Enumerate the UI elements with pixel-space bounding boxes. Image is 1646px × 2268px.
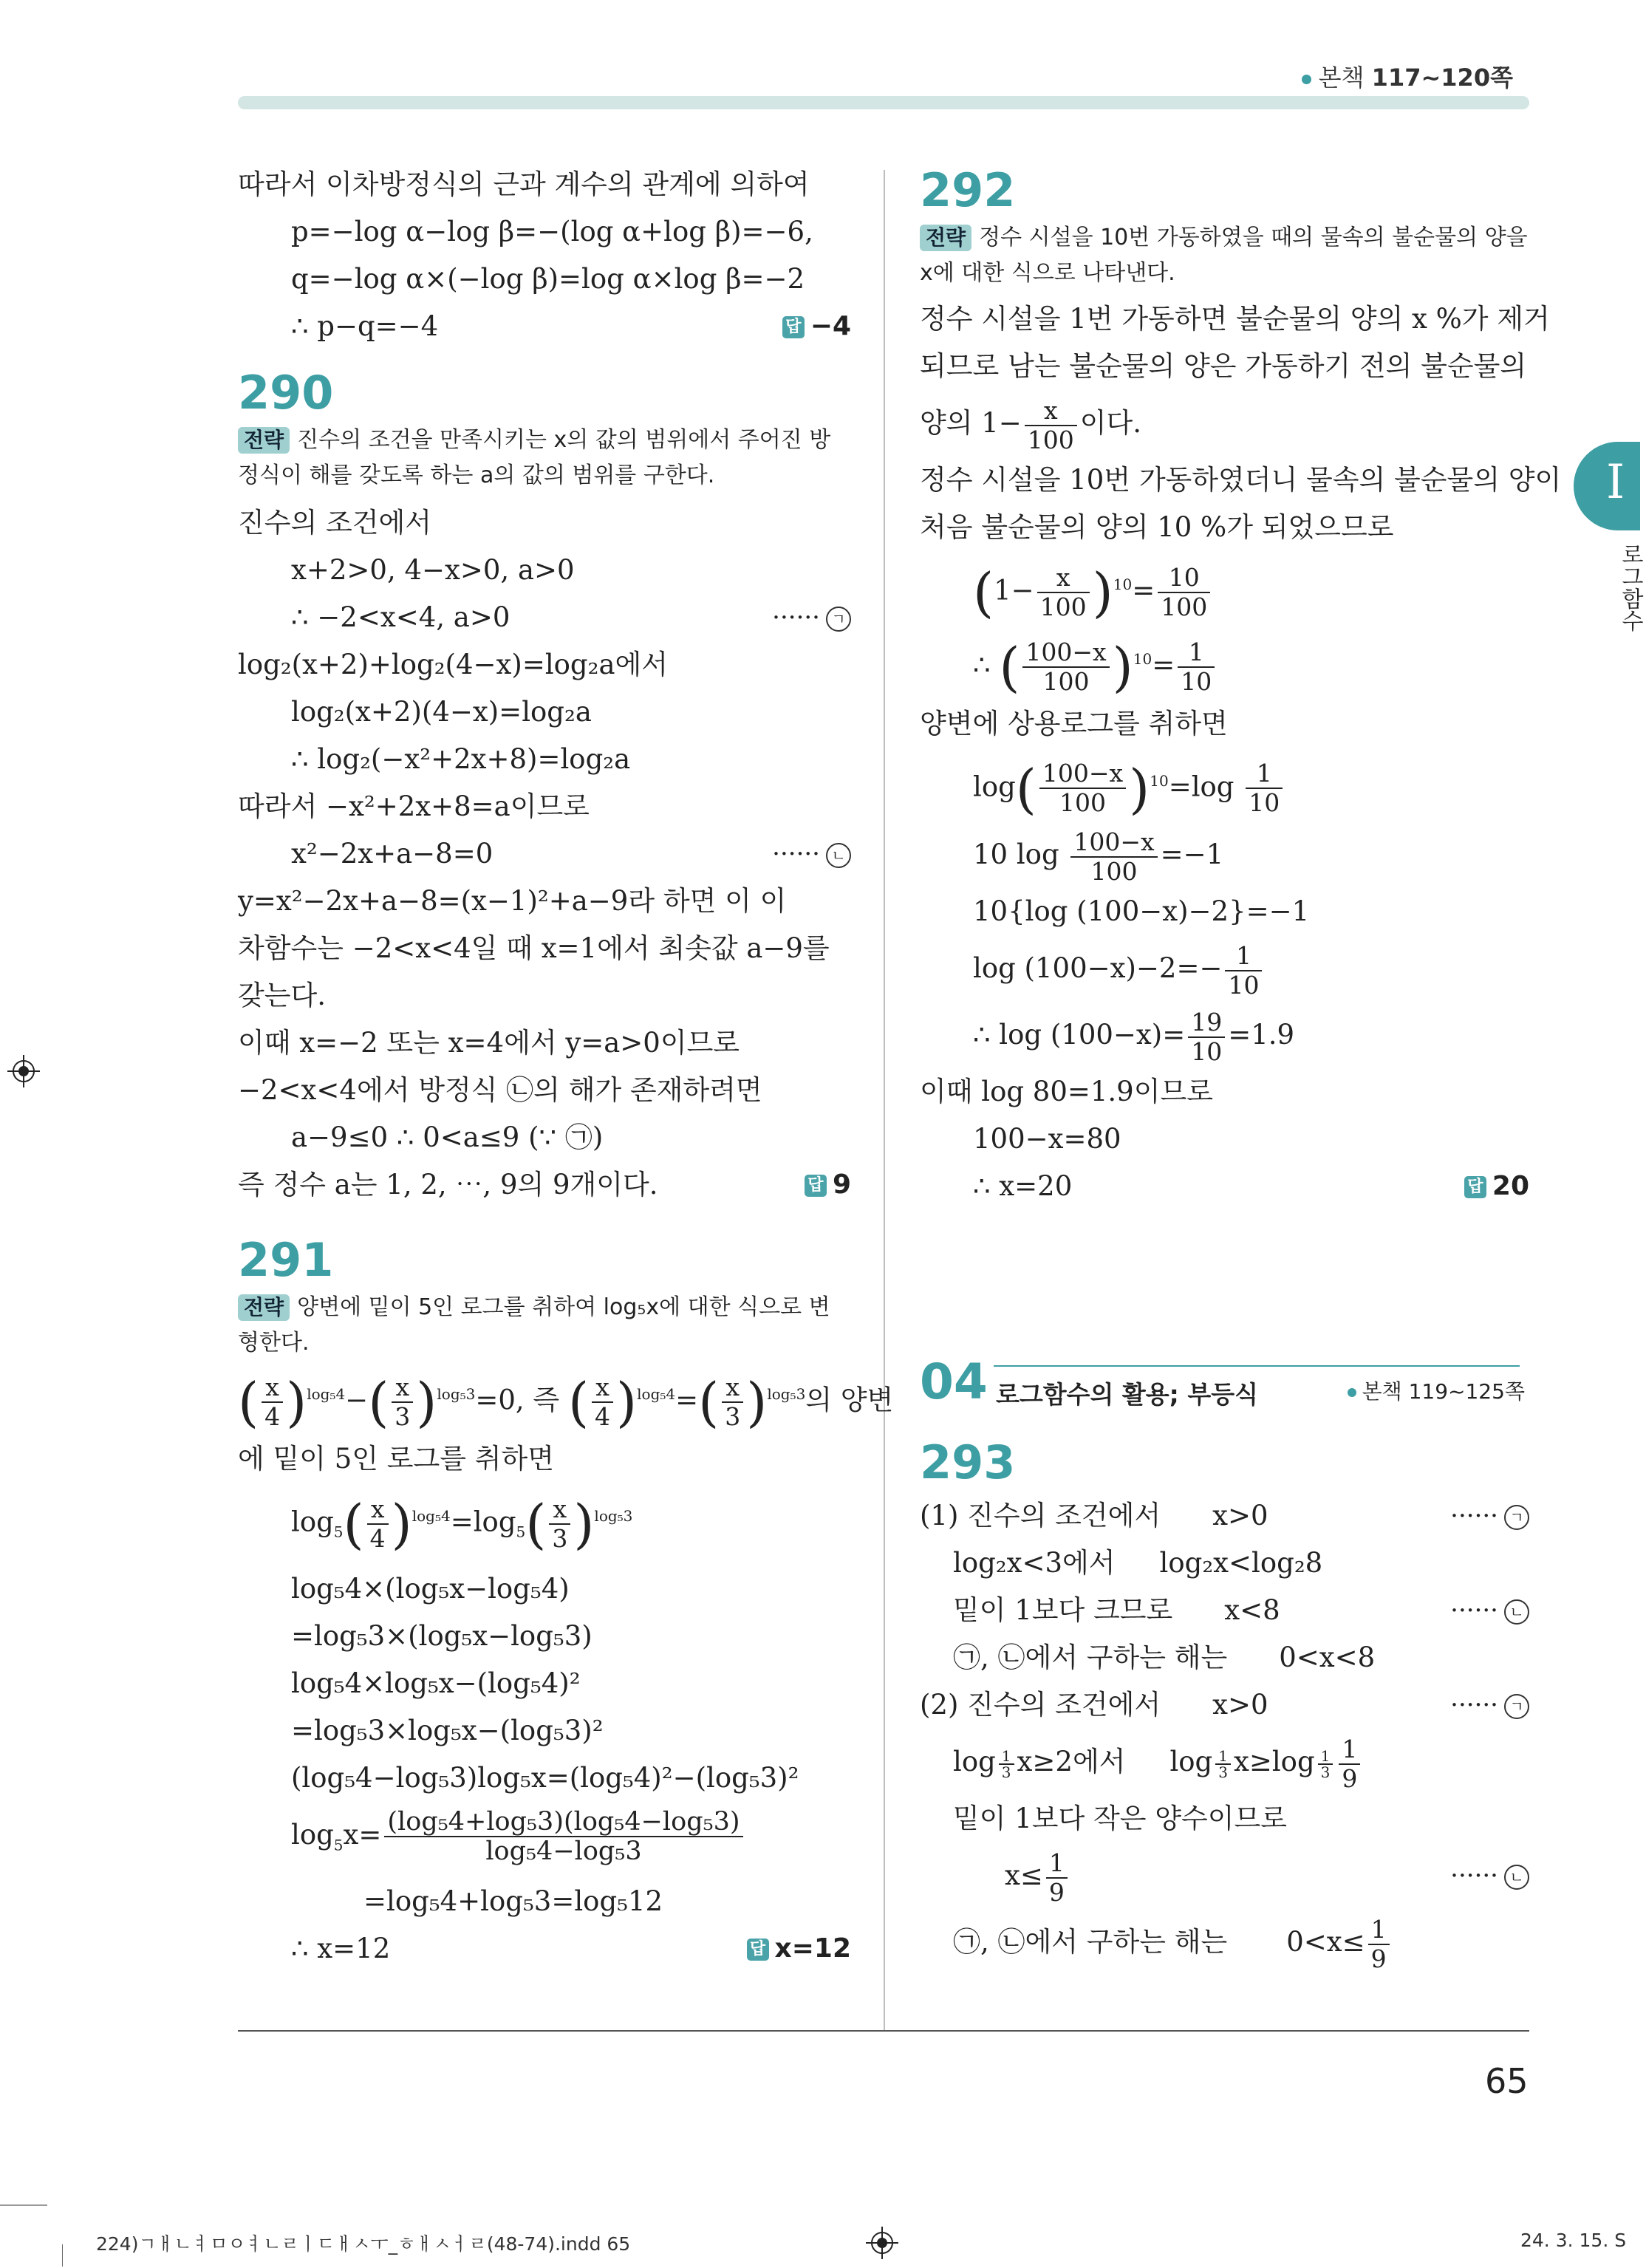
p292-conclusion: ∴ x=20 답 20 [920, 1163, 1529, 1210]
p292-line: 이때 log 80=1.9이므로 [920, 1076, 1213, 1108]
problem-293 [920, 1433, 1529, 1975]
answer: 답 −4 [782, 303, 851, 350]
problem-number: 290 [238, 366, 334, 420]
p291-line: log₅4×(log₅x−log₅4) [291, 1572, 570, 1605]
footer-date: 24. 3. 15. S [1520, 2230, 1627, 2251]
p291-equation: ( $\frac{x}{4}$ )$^{log_54}$−( $\frac{x}{3}$ )$^{log_53}$=0, 즉 ( $\frac{x}{4}$ )$^{log_54}$=( $\frac{x}{3}$ )$^{log_53}$의 양변 [238, 1370, 894, 1433]
p292-line: 되므로 남는 불순물의 양은 가동하기 전의 불순물의 [920, 350, 1527, 382]
p290-line: 진수의 조건에서 [238, 507, 431, 539]
circle-a-icon: ㄱ [1504, 1505, 1529, 1530]
p291-line: =log₅4+log₅3=log₅12 [363, 1885, 663, 1917]
left-column [238, 161, 894, 1972]
p290-line: log₂(x+2)+log₂(4−x)=log₂a에서 [238, 649, 668, 680]
page-number: 65 [1485, 2061, 1529, 2101]
p290-conclusion: 즉 정수 a는 1, 2, ⋯, 9의 9개이다. 답 9 [238, 1161, 851, 1209]
p293-equation: log $\frac{1}{3}$ x≥2에서 log $\frac{1}{3}$ x≥log $\frac{1}{3}$ $\frac{1}{9}$ [920, 1729, 1529, 1795]
p292-equation: 10 log $\frac{100-x}{100}$ =−1 [973, 827, 1224, 886]
p291-line: (log₅4−log₅3)log₅x=(log₅4)²−(log₅3)² [291, 1761, 799, 1794]
p293-line: (1) 진수의 조건에서 x>0 ······ ㄱ [920, 1492, 1529, 1540]
circle-a-icon: ㄱ [1504, 1694, 1529, 1719]
p293-line: ㉠, ㉡에서 구하는 해는 0<x≤ $\frac{1}{9}$ [920, 1909, 1529, 1975]
p292-equation: ∴ log (100−x)= $\frac{19}{10}$ =1.9 [973, 1007, 1295, 1066]
p290-line: a−9≤0 ∴ 0<a≤9 (∵ ㉠) [291, 1121, 604, 1153]
column-divider [884, 170, 885, 2032]
right-column [920, 161, 1562, 1210]
p289-line: 따라서 이차방정식의 근과 계수의 관계에 의하여 [238, 168, 810, 200]
section-reference: 본책 119~125쪽 [1348, 1376, 1525, 1405]
p290-line: ∴ −2<x<4, a>0 ······ ㄱ [238, 594, 851, 641]
p292-line: 정수 시설을 1번 가동하면 불순물의 양의 x %가 제거 [920, 303, 1550, 335]
p290-line: 차함수는 −2<x<4일 때 x=1에서 최솟값 a−9를 [238, 932, 830, 964]
registration-mark-icon [866, 2227, 898, 2259]
p292-line: 10{log (100−x)−2}=−1 [973, 895, 1310, 928]
p290-line: ∴ log₂(−x²+2x+8)=log₂a [291, 743, 631, 775]
p289-line: p=−log α−log β=−(log α+log β)=−6, [291, 216, 813, 247]
p293-equation: x≤ $\frac{1}{9}$ ······ ㄴ [920, 1842, 1529, 1909]
p293-line: (2) 진수의 조건에서 x>0 ······ ㄱ [920, 1681, 1529, 1729]
p293-line: ㉠, ㉡에서 구하는 해는 0<x<8 [953, 1642, 1376, 1673]
bottom-rule [238, 2030, 1529, 2032]
label-b: ······ ㄴ [1450, 1587, 1529, 1634]
p291-line: 에 밑이 5인 로그를 취하면 [238, 1442, 555, 1475]
label-b: ······ ㄴ [772, 830, 851, 878]
p291-conclusion: ∴ x=12 답 x=12 [238, 1925, 851, 1972]
p291-equation: $\log_5x=$ $\frac{\text{(log₅4+log₅3)(log₅4−log₅3)}}{\text{log₅4−log₅3}}$ [238, 1802, 851, 1878]
label-a: ······ ㄱ [1450, 1681, 1529, 1729]
p292-line: 양변에 상용로그를 취하면 [920, 707, 1228, 740]
strategy: 전략 진수의 조건을 만족시키는 x의 값의 범위에서 주어진 방정식이 해를 갖도록 하는 a의 값의 범위를 구한다. [238, 427, 831, 488]
section-title: 로그함수의 활용; 부등식 [996, 1380, 1258, 1409]
problem-number: 293 [920, 1435, 1016, 1489]
p290-line: −2<x<4에서 방정식 ㉡의 해가 존재하려면 [238, 1074, 762, 1106]
answer: 답 9 [805, 1161, 851, 1209]
p289-conclusion: ∴ p−q=−4 답 −4 [238, 303, 851, 350]
p292-equation: (1− $\frac{x}{100}$ )$^{10}$= $\frac{10}{100}$ [920, 551, 1529, 626]
chapter-label: 로그함수 [1617, 543, 1643, 632]
p289-line: q=−log α×(−log β)=log α×log β=−2 [291, 263, 805, 295]
problem-number: 292 [920, 163, 1016, 217]
bullet-icon [1302, 75, 1311, 84]
circle-a-icon: ㄱ [826, 607, 851, 632]
p290-line: 따라서 −x²+2x+8=a이므로 [238, 790, 590, 822]
registration-mark-icon [7, 1055, 40, 1087]
page-reference: 본책 117~120쪽 [1302, 59, 1513, 93]
section-underline [994, 1365, 1520, 1367]
problem-number: 291 [238, 1233, 334, 1287]
p291-line: =log₅3×log₅x−(log₅3)² [291, 1714, 604, 1746]
p292-equation: log( $\frac{100-x}{100}$ )$^{10}$=log $\frac{1}{10}$ [920, 748, 1529, 822]
p290-line: log₂(x+2)(4−x)=log₂a [291, 696, 592, 728]
p292-line: 양의 1− $\frac{x}{100}$ 이다. [920, 395, 1142, 454]
p290-line: y=x²−2x+a−8=(x−1)²+a−9라 하면 이 이 [238, 885, 787, 917]
p292-line: 처음 불순물의 양의 10 %가 되었으므로 [920, 511, 1394, 543]
p292-equation: log (100−x)−2=− $\frac{1}{10}$ [920, 935, 1529, 1002]
footer-file: 224)ㄱㅐㄴㅕㅁㅇㅕㄴㄹㅣㄷㅐㅅㅜ_ㅎㅐㅅㅓㄹ(48-74).indd 65 [96, 2233, 631, 2255]
p293-line: 밑이 1보다 작은 양수이므로 [953, 1803, 1287, 1834]
circle-b-icon: ㄴ [1504, 1865, 1529, 1890]
p292-line: 100−x=80 [973, 1123, 1121, 1155]
circle-b-icon: ㄴ [826, 843, 851, 868]
p290-line: 갖는다. [238, 980, 326, 1011]
p290-line: 이때 x=−2 또는 x=4에서 y=a>0이므로 [238, 1027, 740, 1059]
label-a: ······ ㄱ [772, 594, 851, 641]
p293-line: log₂x<3에서 log₂x<log₂8 [953, 1547, 1323, 1579]
p291-line: log₅4×log₅x−(log₅4)² [291, 1667, 581, 1699]
strategy: 전략 정수 시설을 10번 가동하였을 때의 물속의 불순물의 양을 x에 대한 식으로 나타낸다. [920, 225, 1528, 286]
section-number: 04 [920, 1353, 988, 1410]
p292-line: 정수 시설을 10번 가동하였더니 물속의 불순물의 양이 [920, 464, 1562, 496]
p293-line: 밑이 1보다 크므로 x<8 ······ ㄴ [920, 1587, 1529, 1634]
label-a: ······ ㄱ [1450, 1492, 1529, 1540]
section-header [920, 1353, 1529, 1413]
p292-equation: ∴ ( $\frac{100-x}{100}$ )$^{10}$= $\frac{1}{10}$ [920, 626, 1529, 700]
answer: 답 x=12 [747, 1925, 851, 1972]
circle-b-icon: ㄴ [1504, 1599, 1529, 1625]
answer: 답 20 [1464, 1163, 1529, 1210]
crop-mark [62, 2244, 63, 2267]
bullet-icon [1348, 1388, 1356, 1397]
strategy: 전략 양변에 밑이 5인 로그를 취하여 log₅x에 대한 식으로 변형한다. [238, 1294, 830, 1356]
label-b: ······ ㄴ [1450, 1842, 1529, 1909]
chapter-tab: I [1574, 442, 1640, 530]
p290-line: x²−2x+a−8=0 ······ ㄴ [238, 830, 851, 878]
header-band [238, 96, 1529, 109]
p291-equation: $\log_5$( $\frac{x}{4}$ )$^{log_54}=\log_5$( $\frac{x}{3}$ )$^{log_53}$ [291, 1492, 633, 1555]
p291-line: =log₅3×(log₅x−log₅3) [291, 1619, 593, 1652]
crop-mark [0, 2204, 47, 2206]
p290-line: x+2>0, 4−x>0, a>0 [291, 554, 575, 586]
